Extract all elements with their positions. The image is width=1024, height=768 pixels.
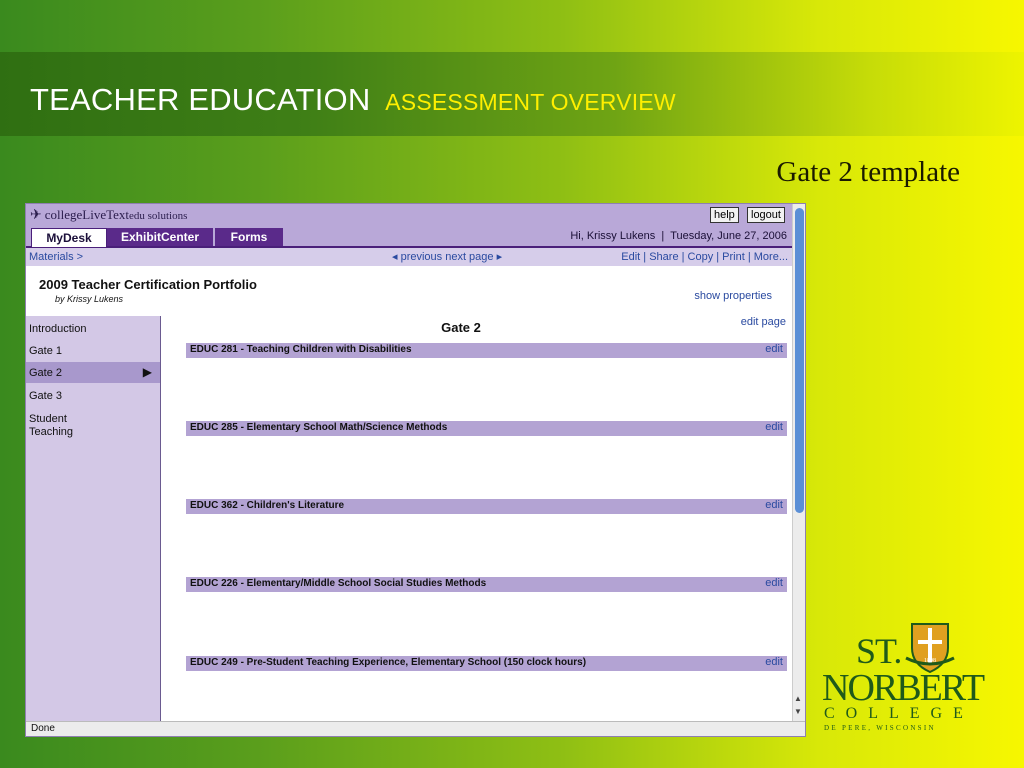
- gate-heading: Gate 2: [441, 320, 481, 335]
- course-title: EDUC 285 - Elementary School Math/Science Methods: [190, 422, 448, 433]
- college-location: DE PERE, WISCONSIN: [824, 724, 936, 732]
- logo-brand: collegeLiveText: [44, 207, 130, 222]
- college-name-st: ST.: [856, 631, 902, 671]
- scrollbar-thumb[interactable]: [795, 208, 804, 513]
- brand-row: [26, 204, 792, 226]
- sidebar: [26, 316, 161, 721]
- course-title: EDUC 281 - Teaching Children with Disabilities: [190, 344, 412, 355]
- slide-title-sub: ASSESSMENT OVERVIEW: [385, 89, 676, 115]
- portfolio-header: [26, 266, 792, 316]
- course-title: EDUC 226 - Elementary/Middle School Social Studies Methods: [190, 578, 487, 589]
- sidebar-item-gate-3[interactable]: Gate 3: [29, 390, 63, 402]
- materials-link[interactable]: Materials >: [29, 251, 84, 263]
- course-bar: [186, 499, 787, 514]
- slide-title-main: TEACHER EDUCATION: [30, 82, 371, 117]
- actions-menu[interactable]: Edit | Share | Copy | Print | More...: [621, 251, 788, 263]
- slide-title: [30, 82, 676, 118]
- slide-caption: Gate 2 template: [776, 156, 960, 188]
- portfolio-title: 2009 Teacher Certification Portfolio: [39, 277, 257, 292]
- course-edit-link[interactable]: edit: [765, 656, 783, 668]
- sidebar-item-gate-2[interactable]: Gate 2: [29, 367, 63, 379]
- browser-screenshot: [25, 203, 806, 737]
- crest-year: 1898: [924, 658, 936, 664]
- action-bar: [26, 248, 792, 266]
- course-edit-link[interactable]: edit: [765, 421, 783, 433]
- course-bar: [186, 421, 787, 436]
- college-logo: [820, 618, 984, 738]
- sidebar-item-student-teaching[interactable]: Student Teaching: [29, 413, 74, 438]
- college-name-college: COLLEGE: [824, 705, 974, 722]
- show-properties-link[interactable]: show properties: [694, 290, 772, 302]
- main-content: [161, 316, 792, 721]
- current-date: Tuesday, June 27, 2006: [670, 230, 787, 242]
- course-edit-link[interactable]: edit: [765, 343, 783, 355]
- bird-icon: ✈: [30, 208, 42, 223]
- help-button[interactable]: help: [710, 207, 739, 223]
- course-edit-link[interactable]: edit: [765, 577, 783, 589]
- triangle-right-icon: ▶: [142, 365, 152, 379]
- logo-suffix: edu solutions: [129, 210, 188, 222]
- course-bar: [186, 577, 787, 592]
- course-title: EDUC 249 - Pre-Student Teaching Experience, Elementary School (150 clock hours): [190, 657, 587, 668]
- vertical-scrollbar[interactable]: [792, 204, 806, 721]
- status-bar: [26, 721, 805, 737]
- portfolio-author: by Krissy Lukens: [55, 294, 124, 304]
- logout-button[interactable]: logout: [747, 207, 785, 223]
- tab-exhibitcenter[interactable]: ExhibitCenter: [107, 228, 213, 246]
- course-edit-link[interactable]: edit: [765, 499, 783, 511]
- college-name-norbert: NORBERT: [822, 667, 984, 709]
- course-bar: [186, 656, 787, 671]
- edit-page-link[interactable]: edit page: [740, 316, 786, 328]
- sidebar-item-gate-1[interactable]: Gate 1: [29, 345, 63, 357]
- tab-forms[interactable]: Forms: [215, 228, 283, 246]
- course-title: EDUC 362 - Children's Literature: [190, 500, 345, 511]
- tab-mydesk[interactable]: MyDesk: [31, 228, 107, 247]
- scroll-up-icon[interactable]: ▲: [794, 694, 802, 703]
- user-info: Hi, Krissy Lukens | Tuesday, June 27, 2006: [570, 230, 787, 242]
- scroll-down-icon[interactable]: ▼: [794, 707, 802, 716]
- user-greeting: Hi, Krissy Lukens: [570, 230, 656, 242]
- sidebar-item-introduction[interactable]: Introduction: [29, 323, 87, 335]
- status-text: Done: [31, 723, 55, 734]
- livetext-logo: [30, 207, 187, 224]
- pager-links[interactable]: ◂ previous next page ▸: [392, 251, 503, 263]
- course-bar: [186, 343, 787, 358]
